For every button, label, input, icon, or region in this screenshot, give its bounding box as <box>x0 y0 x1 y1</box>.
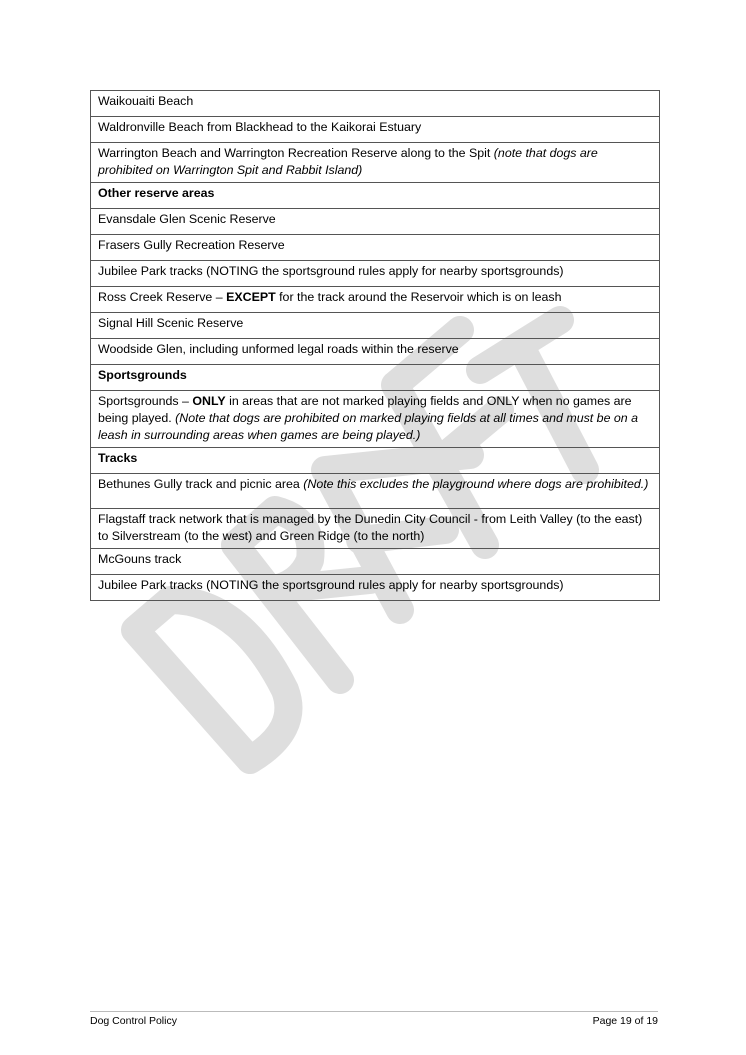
table-cell: Waikouaiti Beach <box>91 91 660 117</box>
table-cell: Evansdale Glen Scenic Reserve <box>91 209 660 235</box>
table-row <box>91 509 660 549</box>
cell-text: Sportsgrounds – <box>98 394 193 408</box>
table-cell <box>91 287 660 313</box>
section-heading: Sportsgrounds <box>91 365 660 391</box>
table-row <box>91 235 660 261</box>
cell-note: (Note that dogs are prohibited on marked playing fields at all times and must be on a leash in surrounding areas when games are being played.) <box>98 411 639 442</box>
table-row <box>91 143 660 183</box>
table-cell: Jubilee Park tracks (NOTING the sportsground rules apply for nearby sportsgrounds) <box>91 261 660 287</box>
section-heading: Other reserve areas <box>91 183 660 209</box>
table-row <box>91 91 660 117</box>
table-row <box>91 313 660 339</box>
cell-text: Ross Creek Reserve – <box>98 290 227 304</box>
table-cell: Frasers Gully Recreation Reserve <box>91 235 660 261</box>
cell-bold: EXCEPT <box>226 290 276 304</box>
table-cell: Woodside Glen, including unformed legal roads within the reserve <box>91 339 660 365</box>
table-cell: Flagstaff track network that is managed by the Dunedin City Council - from Leith Valley (to the east) to Silverstream (to the west) and Green Ridge (to the north) <box>91 509 660 549</box>
table-row <box>91 209 660 235</box>
cell-note: (note that dogs are prohibited on Warrington Spit and Rabbit Island) <box>98 146 598 177</box>
section-heading-row <box>91 365 660 391</box>
table-row <box>91 575 660 601</box>
table-row <box>91 549 660 575</box>
table-row <box>91 339 660 365</box>
table-cell <box>91 391 660 448</box>
table-row <box>91 261 660 287</box>
cell-text: in areas that are not marked playing fields and ONLY when no games are being played. <box>98 394 632 425</box>
table-row <box>91 474 660 509</box>
cell-text: Bethunes Gully track and picnic area <box>98 477 304 491</box>
table-cell: McGouns track <box>91 549 660 575</box>
cell-text: Warrington Beach and Warrington Recreation Reserve along to the Spit <box>98 146 494 160</box>
table-cell: Jubilee Park tracks (NOTING the sportsground rules apply for nearby sportsgrounds) <box>91 575 660 601</box>
section-heading-row <box>91 183 660 209</box>
footer-title: Dog Control Policy <box>90 1015 177 1027</box>
table-row <box>91 391 660 448</box>
cell-note: (Note this excludes the playground where dogs are prohibited.) <box>303 477 649 491</box>
page-number: Page 19 of 19 <box>592 1015 658 1027</box>
footer-divider <box>90 1011 658 1012</box>
cell-bold: ONLY <box>192 394 226 408</box>
dog-area-table <box>90 90 660 601</box>
table-cell: Signal Hill Scenic Reserve <box>91 313 660 339</box>
table-cell <box>91 474 660 509</box>
table-cell: Waldronville Beach from Blackhead to the Kaikorai Estuary <box>91 117 660 143</box>
table-row <box>91 117 660 143</box>
table-cell <box>91 143 660 183</box>
cell-text: for the track around the Reservoir which is on leash <box>275 290 562 304</box>
section-heading-row <box>91 448 660 474</box>
table-row <box>91 287 660 313</box>
section-heading: Tracks <box>91 448 660 474</box>
